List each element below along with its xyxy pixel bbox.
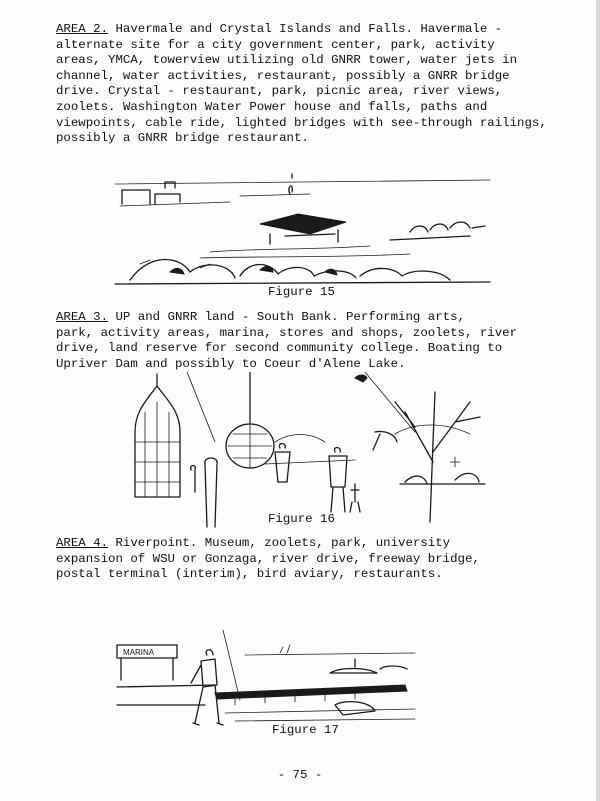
area-2-text: Havermale and Crystal Islands and Falls. Havermale - alternate site for a city government center, park, activity areas, YMCA, towerview utilizing old GNRR tower, water jets in channel, water activities, restaurant, possibly a GNRR bridge drive. Crystal - restaurant, park, picnic area, river views, zoolets. Washington Water Power house and falls, paths and viewpoints, cable ride, lighted bridges with see-through railings, possibly a GNRR bridge restaurant. [56,22,547,146]
marina-sign-text: MARINA [123,648,155,657]
figure-16-sketch [115,372,490,530]
area-2-heading: AREA 2. [56,22,109,36]
figure-17-sketch [115,625,420,737]
area-4-heading: AREA 4. [56,536,109,550]
area-4-text: Riverpoint. Museum, zoolets, park, university expansion of WSU or Gonzaga, river drive, freeway bridge, postal terminal (interim), bird aviary, restaurants. [56,536,480,582]
figure-15-caption: Figure 15 [268,285,335,299]
area-3-text: UP and GNRR land - South Bank. Performing arts, park, activity areas, marina, stores and shops, zoolets, river drive, land reserve for second community college. Boating to Upriver Dam and possibly to Coeur d'Alene Lake. [56,310,518,371]
area-2-paragraph [56,22,566,147]
area-4-paragraph [56,536,566,583]
figure-15-sketch [110,172,495,287]
figure-16-caption: Figure 16 [268,512,335,526]
area-3-heading: AREA 3. [56,310,109,324]
figure-17-caption: Figure 17 [272,723,339,737]
area-3-paragraph [56,310,566,372]
page-number: - 75 - [277,768,323,782]
